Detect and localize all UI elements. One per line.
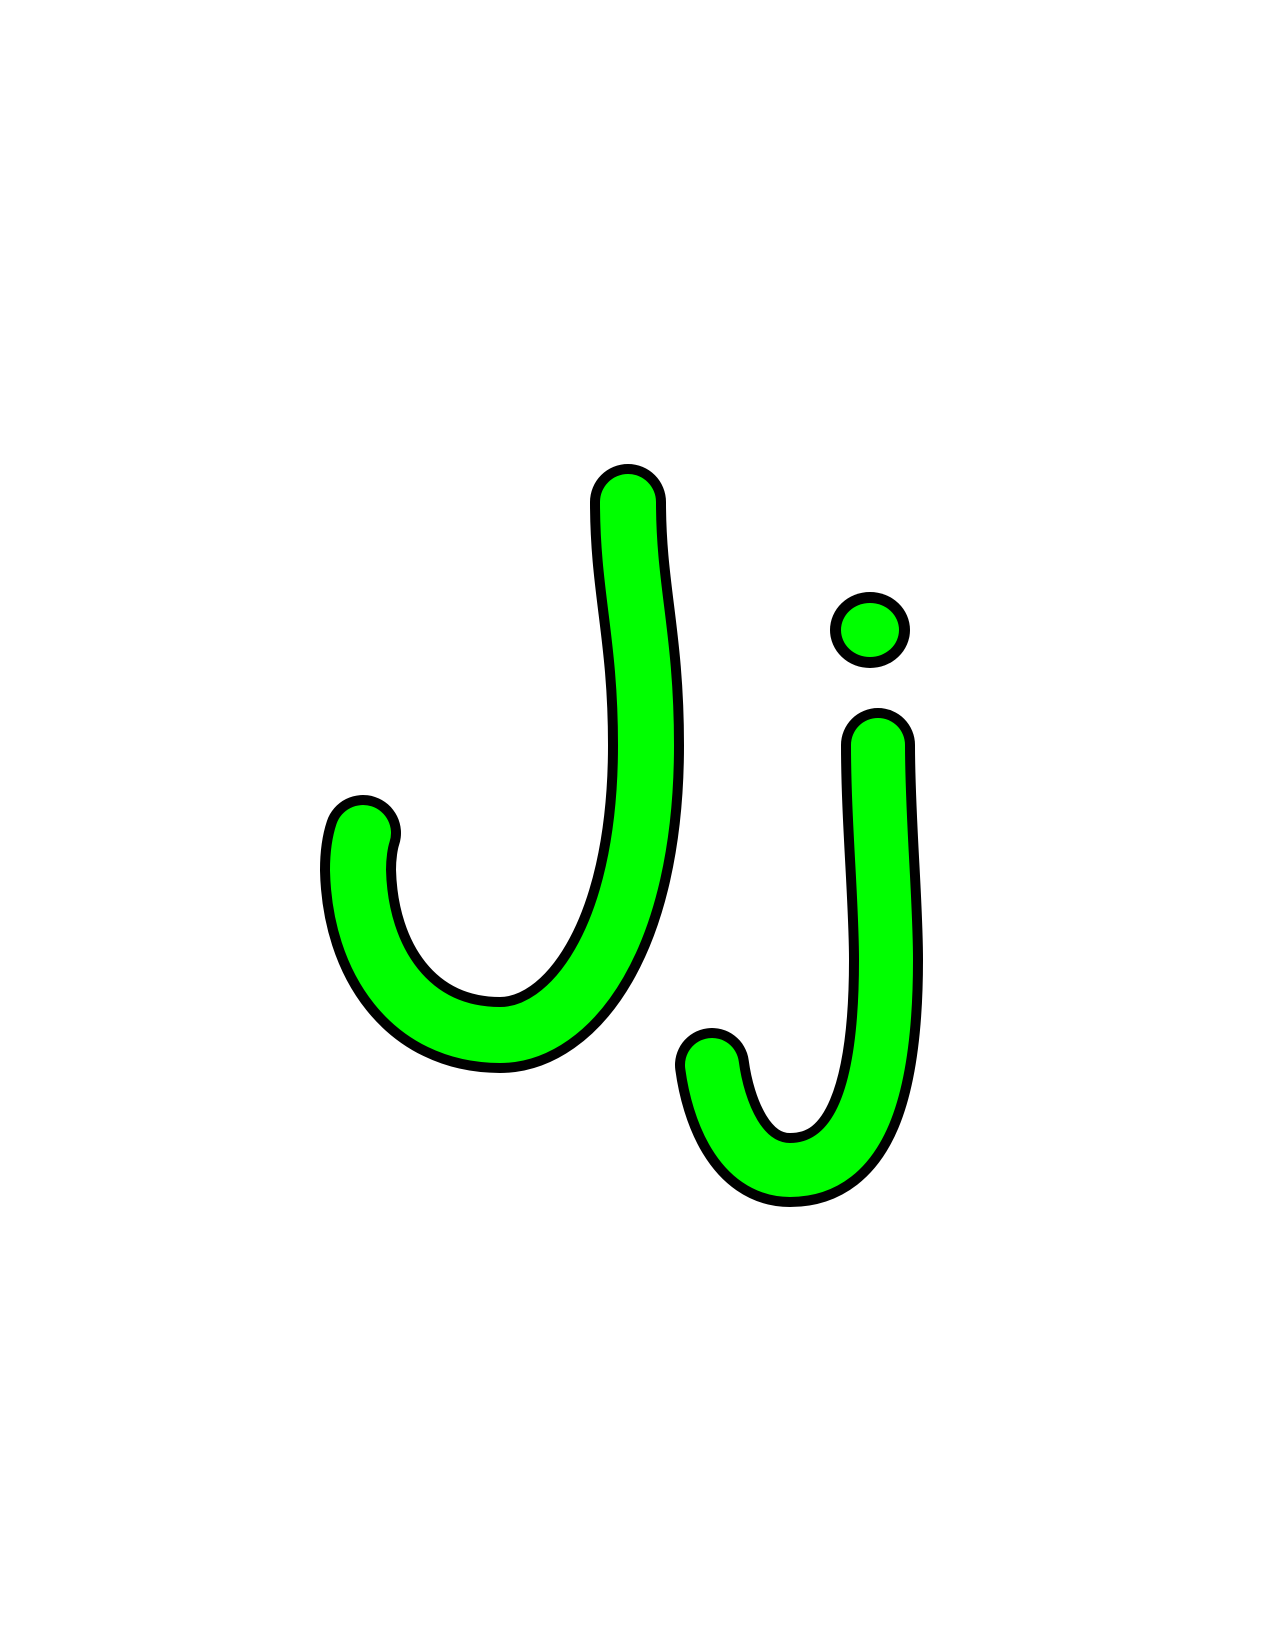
uppercase-letter-j	[358, 502, 646, 1035]
lowercase-j-dot-fill	[841, 603, 899, 657]
lowercase-j-fill	[712, 745, 886, 1170]
lowercase-letter-j	[712, 592, 910, 1170]
